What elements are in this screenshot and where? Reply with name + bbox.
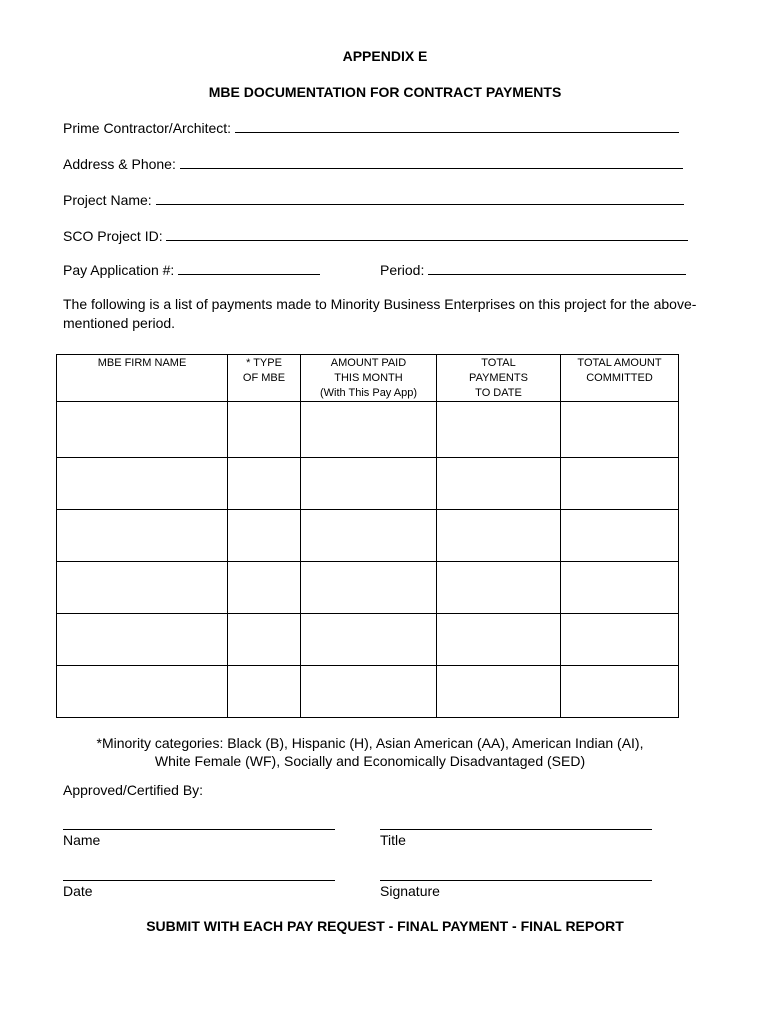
cell-type[interactable] xyxy=(228,458,301,510)
col-amount-paid-this-month: AMOUNT PAID THIS MONTH (With This Pay App) xyxy=(301,355,437,402)
pay-application-field[interactable] xyxy=(178,260,320,275)
signature-line[interactable] xyxy=(380,880,652,881)
col-type-of-mbe: * TYPE OF MBE xyxy=(228,355,301,402)
cell-type[interactable] xyxy=(228,402,301,458)
cell-firm-name[interactable] xyxy=(57,666,228,718)
date-line[interactable] xyxy=(63,880,335,881)
cell-total-payments[interactable] xyxy=(437,614,561,666)
cell-type[interactable] xyxy=(228,562,301,614)
cell-amount-paid[interactable] xyxy=(301,458,437,510)
pay-application-label: Pay Application #: xyxy=(63,262,175,278)
project-name-field[interactable] xyxy=(156,190,684,205)
cell-firm-name[interactable] xyxy=(57,614,228,666)
sco-project-id-label: SCO Project ID: xyxy=(63,228,163,244)
pay-application-row xyxy=(63,260,320,278)
title-line[interactable] xyxy=(380,829,652,830)
cell-amount-paid[interactable] xyxy=(301,614,437,666)
mbe-payments-table xyxy=(56,354,679,718)
prime-contractor-row xyxy=(63,118,679,136)
address-phone-row xyxy=(63,154,683,172)
name-line[interactable] xyxy=(63,829,335,830)
cell-total-committed[interactable] xyxy=(561,562,679,614)
cell-firm-name[interactable] xyxy=(57,402,228,458)
project-name-row xyxy=(63,190,684,208)
cell-total-payments[interactable] xyxy=(437,562,561,614)
cell-total-committed[interactable] xyxy=(561,402,679,458)
intro-text: The following is a list of payments made to Minority Business Enterprises on this project for the above-mentioned period. xyxy=(63,296,697,331)
cell-firm-name[interactable] xyxy=(57,510,228,562)
cell-total-committed[interactable] xyxy=(561,510,679,562)
cell-amount-paid[interactable] xyxy=(301,510,437,562)
sco-project-id-field[interactable] xyxy=(166,226,688,241)
cell-type[interactable] xyxy=(228,510,301,562)
cell-type[interactable] xyxy=(228,614,301,666)
cell-amount-paid[interactable] xyxy=(301,562,437,614)
cell-firm-name[interactable] xyxy=(57,562,228,614)
table-row xyxy=(57,666,679,718)
address-phone-field[interactable] xyxy=(180,154,683,169)
table-row xyxy=(57,562,679,614)
table-row xyxy=(57,402,679,458)
title-label: Title xyxy=(380,832,406,848)
prime-contractor-label: Prime Contractor/Architect: xyxy=(63,120,232,136)
table-header-row xyxy=(57,355,679,402)
signature-label: Signature xyxy=(380,883,440,899)
cell-total-committed[interactable] xyxy=(561,614,679,666)
name-label: Name xyxy=(63,832,101,848)
col-total-amount-committed: TOTAL AMOUNT COMMITTED xyxy=(561,355,679,402)
submit-note: SUBMIT WITH EACH PAY REQUEST - FINAL PAYMENT - FINAL REPORT xyxy=(146,918,624,934)
cell-total-payments[interactable] xyxy=(437,402,561,458)
col-total-payments-to-date: TOTAL PAYMENTS TO DATE xyxy=(437,355,561,402)
cell-total-payments[interactable] xyxy=(437,510,561,562)
appendix-label: APPENDIX E xyxy=(342,48,428,64)
sco-project-id-row xyxy=(63,226,688,244)
minority-categories-line-2: White Female (WF), Socially and Economically Disadvantaged (SED) xyxy=(154,753,586,769)
address-phone-label: Address & Phone: xyxy=(63,156,176,172)
cell-total-payments[interactable] xyxy=(437,666,561,718)
approved-certified-label: Approved/Certified By: xyxy=(63,782,204,798)
minority-categories-line-1: *Minority categories: Black (B), Hispanic (H), Asian American (AA), American Indian (AI), xyxy=(96,735,644,751)
prime-contractor-field[interactable] xyxy=(235,118,679,133)
period-field[interactable] xyxy=(428,260,686,275)
cell-total-committed[interactable] xyxy=(561,458,679,510)
table-row xyxy=(57,458,679,510)
cell-total-payments[interactable] xyxy=(437,458,561,510)
cell-amount-paid[interactable] xyxy=(301,402,437,458)
table-row xyxy=(57,614,679,666)
cell-firm-name[interactable] xyxy=(57,458,228,510)
form-title: MBE DOCUMENTATION FOR CONTRACT PAYMENTS xyxy=(208,84,562,100)
project-name-label: Project Name: xyxy=(63,192,152,208)
cell-type[interactable] xyxy=(228,666,301,718)
cell-amount-paid[interactable] xyxy=(301,666,437,718)
period-row xyxy=(380,260,686,278)
date-label: Date xyxy=(63,883,93,899)
col-mbe-firm-name: MBE FIRM NAME xyxy=(57,355,228,402)
cell-total-committed[interactable] xyxy=(561,666,679,718)
minority-categories-note xyxy=(0,734,740,770)
table-row xyxy=(57,510,679,562)
period-label: Period: xyxy=(380,262,425,278)
